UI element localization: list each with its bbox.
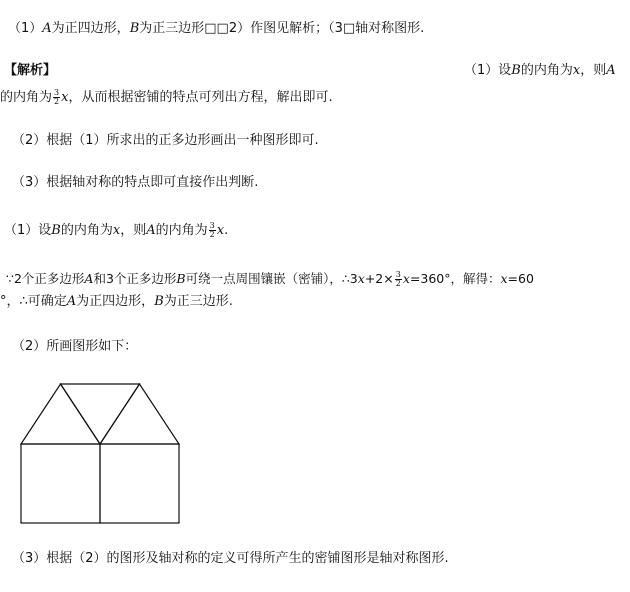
fraction-three-halves: $\frac{3}{2}$ bbox=[209, 221, 215, 239]
var-b: B bbox=[129, 21, 140, 36]
answer-text: 为正四边形， bbox=[51, 21, 130, 36]
square-left bbox=[21, 444, 100, 523]
triangle-right bbox=[100, 384, 179, 444]
analysis-heading: 【解析】 bbox=[4, 63, 57, 78]
triangle-middle bbox=[61, 384, 140, 444]
solution-line-5: （3）根据（2）的图形及轴对称的定义可得所产生的密铺图形是轴对称图形. bbox=[12, 551, 449, 566]
var-a: A bbox=[42, 21, 52, 36]
fraction-three-halves: $\frac{3}{2}$ bbox=[54, 88, 60, 106]
solution-line-3: °，∴可确定A为正四边形，B为正三边形. bbox=[0, 294, 233, 309]
triangle-left bbox=[21, 384, 100, 444]
analysis-line-2: 的内角为 $\frac{3}{2}$ x，从而根据密铺的特点可列出方程，解出即可. bbox=[0, 88, 333, 106]
answer-text: 为正三边形□□2）作图见解析；（3□轴对称图形. bbox=[139, 21, 425, 36]
analysis-line-1: （1）设B的内角为x，则A bbox=[464, 63, 616, 78]
solution-line-1: （1）设B的内角为x，则A的内角为 $\frac{3}{2}$ x. bbox=[4, 221, 229, 239]
solution-line-4: （2）所画图形如下： bbox=[12, 339, 138, 354]
tiling-figure bbox=[20, 383, 186, 525]
solution-line-2: ∵2个正多边形A和3个正多边形B可绕一点周围镶嵌（密铺），∴3x+2× $\frac{3}{2}$ x=360°，解得：x=60 bbox=[6, 270, 534, 288]
answer-text: （1） bbox=[8, 21, 43, 36]
answer-line bbox=[8, 20, 424, 38]
square-right bbox=[100, 444, 179, 523]
analysis-line-4: （3）根据轴对称的特点即可直接作出判断. bbox=[12, 175, 259, 190]
analysis-line-3: （2）根据（1）所求出的正多边形画出一种图形即可. bbox=[12, 133, 319, 148]
fraction-three-halves: $\frac{3}{2}$ bbox=[395, 270, 401, 288]
